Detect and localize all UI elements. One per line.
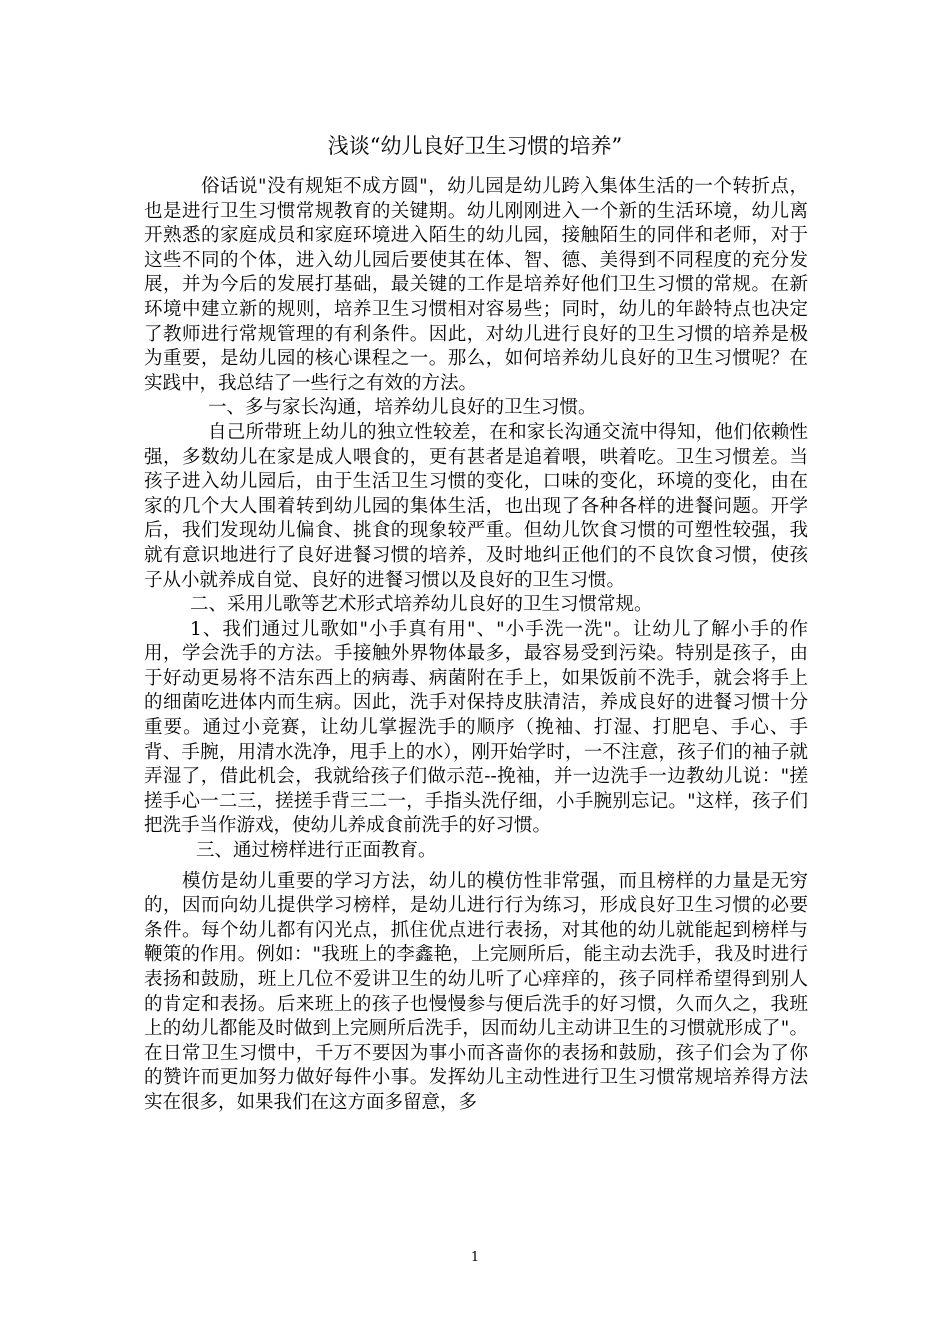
section-2-paragraph: 1、我们通过儿歌如"小手真有用"、"小手洗一洗"。让幼儿了解小手的作用，学会洗手的方法。手接触外界物体最多，最容易受到污染。特别是孩子，由于好动更易将不洁东西上的病毒、病菌附在手上，如果饭前不洗手，就会将手上的细菌吃进体内而生病。因此，洗手对保持皮肤清洁，养成良好的进餐习惯十分重要。通过小竞赛，让幼儿掌握洗手的顺序（挽袖、打湿、打肥皂、手心、手背、手腕，用清水洗净，甩手上的水），刚开始学时，一不注意，孩子们的袖子就弄湿了，借此机会，我就给孩子们做示范--挽袖，并一边洗手一边教幼儿说："搓搓手心一二三，搓搓手背三二一，手指头洗仔细，小手腕别忘记。"这样，孩子们把洗手当作游戏，使幼儿养成食前洗手的好习惯。 xyxy=(144,618,808,837)
document-body xyxy=(144,175,808,1116)
page-number: 1 xyxy=(470,1250,480,1265)
intro-paragraph: 俗话说"没有规矩不成方圆"，幼儿园是幼儿跨入集体生活的一个转折点，也是进行卫生习惯常规教育的关键期。幼儿刚刚进入一个新的生活环境，幼儿离开熟悉的家庭成员和家庭环境进入陌生的幼儿园，接触陌生的同伴和老师，对于这些不同的个体，进入幼儿园后要使其在体、智、德、美得到不同程度的充分发展，并为今后的发展打基础，最关键的工作是培养好他们卫生习惯的常规。在新环境中建立新的规则，培养卫生习惯相对容易些；同时，幼儿的年龄特点也决定了教师进行常规管理的有利条件。因此，对幼儿进行良好的卫生习惯的培养是极为重要，是幼儿园的核心课程之一。那么，如何培养幼儿良好的卫生习惯呢？在实践中，我总结了一些行之有效的方法。 xyxy=(144,176,808,394)
document-title: 浅谈“幼儿良好卫生习惯的培养” xyxy=(327,134,623,158)
section-1-paragraph: 自己所带班上幼儿的独立性较差，在和家长沟通交流中得知，他们依赖性强，多数幼儿在家是成人喂食的，更有甚者是追着喂，哄着吃。卫生习惯差。当孩子进入幼儿园后，由于生活卫生习惯的变化，口味的变化，环境的变化，由在家的几个大人围着转到幼儿园的集体生活，也出现了各种各样的进餐问题。开学后，我们发现幼儿偏食、挑食的现象较严重。但幼儿饮食习惯的可塑性较强，我就有意识地进行了良好进餐习惯的培养，及时地纠正他们的不良饮食习惯，使孩子从小就养成自觉、良好的进餐习惯以及良好的卫生习惯。 xyxy=(144,421,808,591)
section-3-heading: 三、通过榜样进行正面教育。 xyxy=(196,840,437,862)
section-2-heading: 二、采用儿歌等艺术形式培养幼儿良好的卫生习惯常规。 xyxy=(190,594,653,616)
section-3-paragraph: 模仿是幼儿重要的学习方法，幼儿的模仿性非常强，而且榜样的力量是无穷的，因而向幼儿提供学习榜样，是幼儿进行行为练习，形成良好卫生习惯的必要条件。每个幼儿都有闪光点，抓住优点进行表扬，对其他的幼儿就能起到榜样与鞭策的作用。例如："我班上的李鑫艳，上完厕所后，能主动去洗手，我及时进行表扬和鼓励，班上几位不爱讲卫生的幼儿听了心痒痒的，孩子同样希望得到别人的肯定和表扬。后来班上的孩子也慢慢参与便后洗手的好习惯，久而久之，我班上的幼儿都能及时做到上完厕所后洗手，因而幼儿主动讲卫生的习惯就形成了"。在日常卫生习惯中，千万不要因为事小而吝啬你的表扬和鼓励，孩子们会为了你的赞许而更加努力做好每件小事。发挥幼儿主动性进行卫生习惯常规培养得方法实在很多，如果我们在这方面多留意，多 xyxy=(144,870,808,1113)
section-1-heading: 一、多与家长沟通，培养幼儿良好的卫生习惯。 xyxy=(208,397,597,419)
